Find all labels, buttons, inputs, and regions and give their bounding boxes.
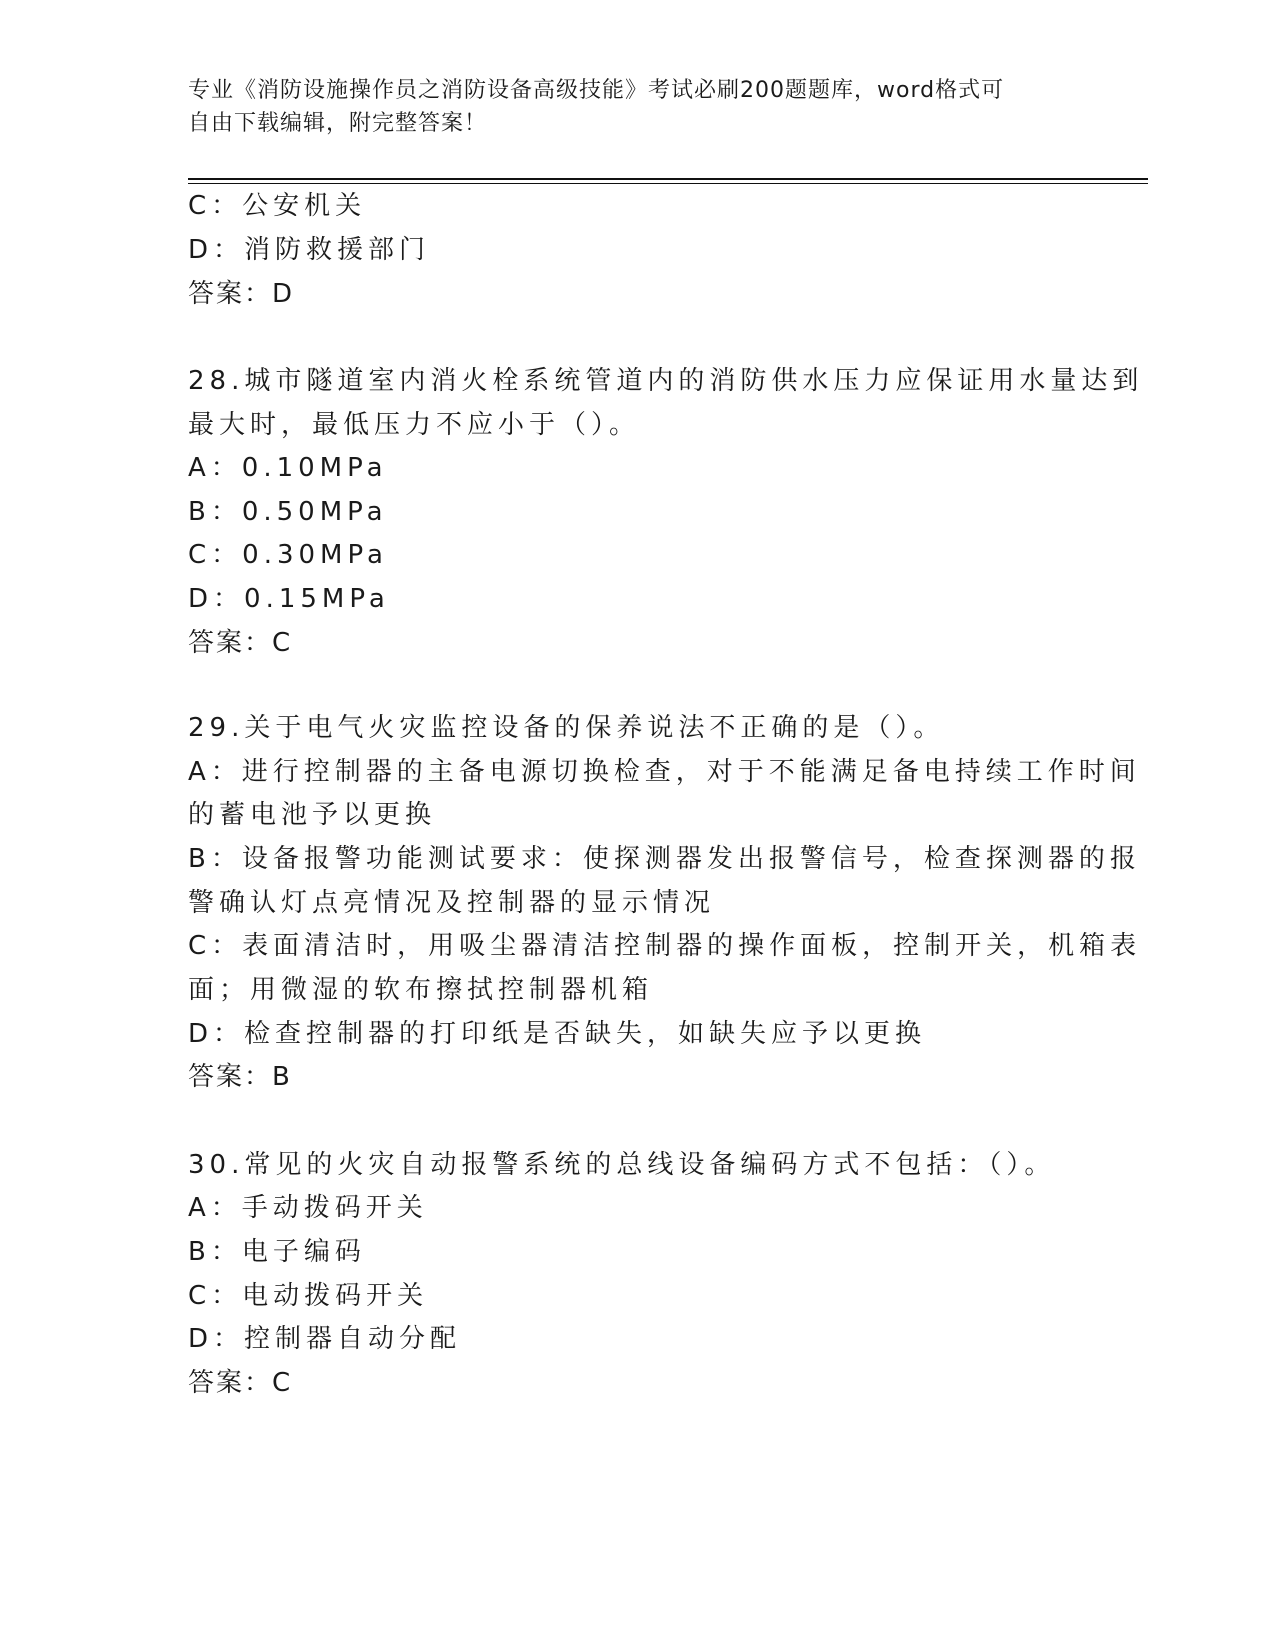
page-header — [188, 74, 1088, 140]
q27-answer: 答案：D — [188, 279, 295, 309]
q28-stem-line-2: 最大时，最低压力不应小于（）。 — [188, 410, 641, 440]
q28-answer: 答案：C — [188, 628, 293, 658]
q29-option-a-line-1: A：进行控制器的主备电源切换检查，对于不能满足备电持续工作时间 — [188, 757, 1141, 787]
q27-option-d: D：消防救援部门 — [188, 235, 431, 265]
q29-option-a-line-2: 的蓄电池予以更换 — [188, 800, 437, 830]
header-line-1: 专业《消防设施操作员之消防设备高级技能》考试必刷200题题库，word格式可 — [188, 78, 1005, 103]
q30-answer: 答案：C — [188, 1368, 293, 1398]
q29-answer: 答案：B — [188, 1062, 292, 1092]
q29-stem: 29.关于电气火灾监控设备的保养说法不正确的是（）。 — [188, 713, 945, 743]
q28-option-a: A：0.10MPa — [188, 453, 388, 483]
q30-option-a: A：手动拨码开关 — [188, 1193, 428, 1223]
q29-option-c-line-2: 面；用微湿的软布擦拭控制器机箱 — [188, 975, 654, 1005]
header-rule-thin — [188, 183, 1148, 184]
q29-option-c-line-1: C：表面清洁时，用吸尘器清洁控制器的操作面板，控制开关，机箱表 — [188, 931, 1142, 961]
q29-option-d: D：检查控制器的打印纸是否缺失，如缺失应予以更换 — [188, 1019, 927, 1049]
header-rule-thick — [188, 178, 1148, 180]
q28-stem-line-1: 28.城市隧道室内消火栓系统管道内的消防供水压力应保证用水量达到 — [188, 366, 1144, 396]
q30-option-d: D：控制器自动分配 — [188, 1324, 462, 1354]
q29-option-b-line-1: B：设备报警功能测试要求：使探测器发出报警信号，检查探测器的报 — [188, 844, 1141, 874]
q28-option-d: D：0.15MPa — [188, 584, 390, 614]
q30-option-c: C：电动拨码开关 — [188, 1281, 429, 1311]
q28-option-c: C：0.30MPa — [188, 540, 388, 570]
header-line-2: 自由下载编辑，附完整答案！ — [188, 111, 488, 136]
q28-option-b: B：0.50MPa — [188, 497, 388, 527]
q29-option-b-line-2: 警确认灯点亮情况及控制器的显示情况 — [188, 888, 716, 918]
q30-stem: 30.常见的火灾自动报警系统的总线设备编码方式不包括：（）。 — [188, 1150, 1056, 1180]
q27-option-c: C：公安机关 — [188, 191, 367, 221]
q30-option-b: B：电子编码 — [188, 1237, 366, 1267]
